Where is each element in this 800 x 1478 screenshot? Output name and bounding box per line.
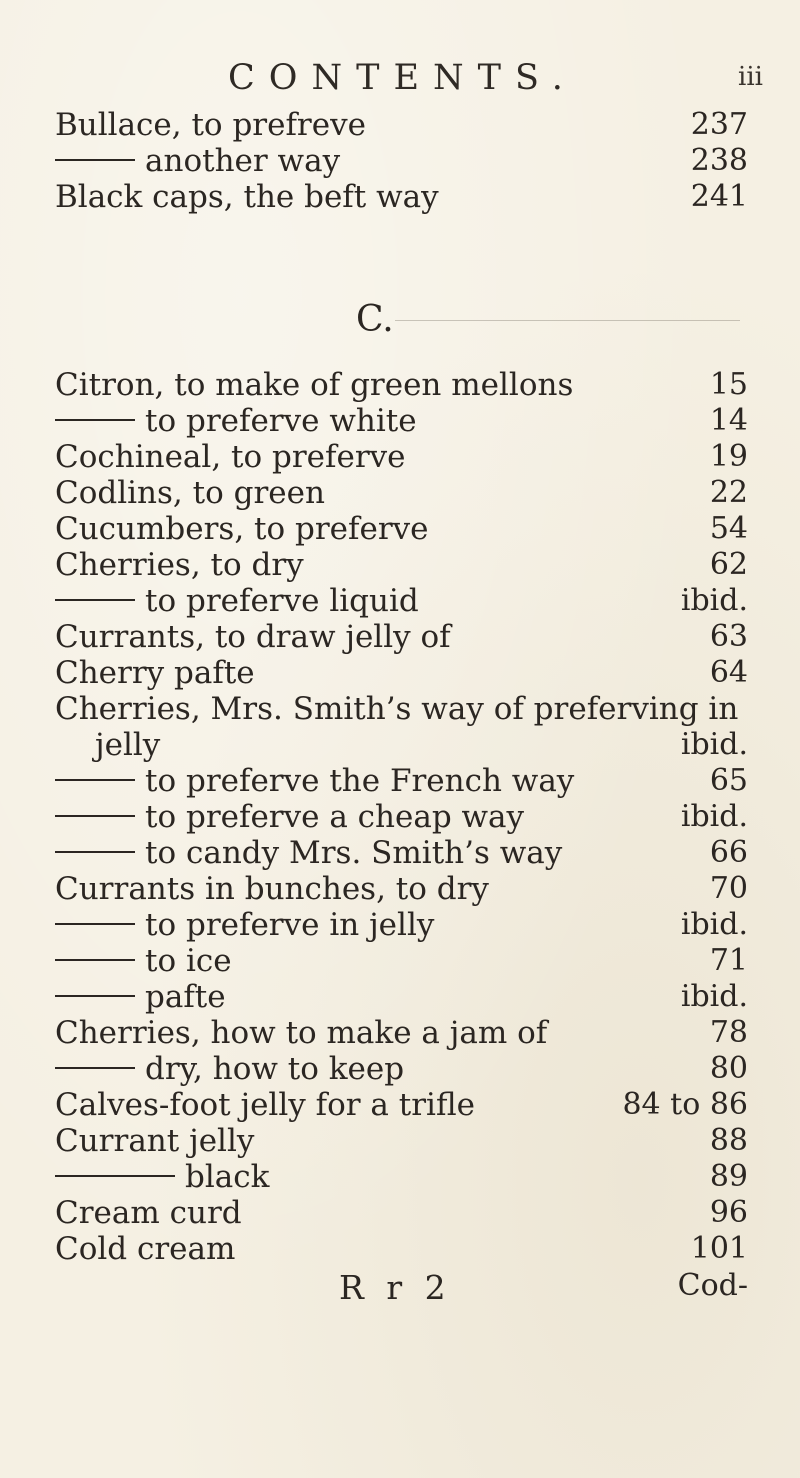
entry-text: Cream curd [55, 1195, 242, 1231]
entry-text: to preferve the French way [145, 763, 575, 799]
toc-entry [55, 944, 232, 978]
entry-page: 89 [709, 1159, 748, 1194]
faint-rule [395, 320, 740, 321]
toc-entry [55, 1232, 235, 1266]
toc-entry [55, 620, 451, 654]
entry-page: 66 [709, 835, 748, 870]
toc-entry [55, 512, 429, 546]
ditto-dash [55, 959, 135, 961]
entry-text: Cold cream [55, 1231, 236, 1267]
toc-entry [55, 548, 304, 582]
entry-page: 241 [690, 179, 748, 214]
entry-text: pafte [145, 979, 226, 1015]
entry-page: 64 [709, 655, 748, 690]
catchword: Cod- [677, 1268, 748, 1303]
entry-text: to preferve a cheap way [145, 799, 525, 835]
page-number: iii [738, 62, 763, 92]
entry-text: Cochineal, to preferve [55, 439, 406, 475]
toc-entry [55, 368, 573, 402]
entry-text: Cherries, Mrs. Smith’s way of preferving in [55, 691, 739, 727]
entry-page: 78 [709, 1015, 748, 1050]
ditto-dash [55, 1067, 135, 1069]
entry-page: 70 [709, 871, 748, 906]
entry-page: 62 [709, 547, 748, 582]
entry-text: to preferve liquid [145, 583, 419, 619]
toc-entry [55, 476, 325, 510]
ditto-dash [55, 815, 135, 817]
entry-text: Cherries, how to make a jam of [55, 1015, 548, 1051]
toc-entry [55, 440, 406, 474]
ditto-dash [55, 159, 135, 161]
toc-entry [55, 144, 340, 178]
ditto-dash [55, 851, 135, 853]
entry-page: ibid. [680, 583, 748, 618]
entry-page: 22 [709, 475, 748, 510]
toc-entry [55, 1088, 475, 1122]
entry-page: 15 [709, 367, 748, 402]
entry-text: Citron, to make of green mellons [55, 367, 574, 403]
ditto-dash [55, 599, 135, 601]
entry-text: dry, how to keep [145, 1051, 405, 1087]
toc-entry [55, 980, 226, 1014]
ditto-dash [55, 995, 135, 997]
entry-page: 71 [709, 943, 748, 978]
entry-text: Currants in bunches, to dry [55, 871, 489, 907]
toc-entry [55, 800, 524, 834]
entry-page: 101 [690, 1231, 748, 1266]
entry-text: black [185, 1159, 270, 1195]
entry-text: to candy Mrs. Smith’s way [145, 835, 563, 871]
entry-text: to preferve white [145, 403, 417, 439]
entry-page: ibid. [680, 979, 748, 1014]
ditto-dash [55, 779, 135, 781]
page-header-title: CONTENTS. [228, 58, 577, 98]
ditto-dash [55, 1175, 175, 1177]
entry-page: 65 [709, 763, 748, 798]
toc-entry [55, 1016, 547, 1050]
entry-page: ibid. [680, 907, 748, 942]
toc-entry [55, 908, 434, 942]
entry-text: to preferve in jelly [145, 907, 435, 943]
ditto-dash [55, 419, 135, 421]
entry-text: Cherry pafte [55, 655, 255, 691]
toc-entry-continuation [95, 728, 160, 762]
toc-entry [55, 108, 366, 142]
entry-page: ibid. [680, 727, 748, 762]
toc-entry [55, 584, 419, 618]
entry-page: ibid. [680, 799, 748, 834]
toc-entry [55, 180, 439, 214]
toc-entry [55, 836, 562, 870]
entry-page: 54 [709, 511, 748, 546]
entry-page: 88 [709, 1123, 748, 1158]
toc-entry [55, 656, 255, 690]
toc-entry [55, 404, 417, 438]
toc-entry [55, 1052, 404, 1086]
entry-text: Black caps, the beft way [55, 179, 439, 215]
entry-text: Cucumbers, to preferve [55, 511, 429, 547]
entry-page: 237 [690, 107, 748, 142]
entry-page: 238 [690, 143, 748, 178]
entry-text: to ice [145, 943, 232, 979]
toc-entry [55, 1160, 269, 1194]
toc-entry [55, 1196, 242, 1230]
entry-page: 84 to 86 [622, 1087, 748, 1122]
entry-page: 80 [709, 1051, 748, 1086]
entry-page: 14 [709, 403, 748, 438]
entry-text: Bullace, to prefreve [55, 107, 366, 143]
entry-text: Currants, to draw jelly of [55, 619, 451, 655]
ditto-dash [55, 923, 135, 925]
toc-entry [55, 1124, 254, 1158]
entry-page: 19 [709, 439, 748, 474]
entry-text: Currant jelly [55, 1123, 255, 1159]
toc-entry [55, 764, 574, 798]
entry-page: 63 [709, 619, 748, 654]
toc-entry [55, 692, 738, 726]
toc-entry [55, 872, 489, 906]
entry-text: Cherries, to dry [55, 547, 304, 583]
section-heading: C. [356, 299, 394, 340]
entry-text: jelly [95, 727, 161, 763]
entry-page: 96 [709, 1195, 748, 1230]
entry-text: another way [145, 143, 341, 179]
entry-text: Codlins, to green [55, 475, 325, 511]
entry-text: Calves-foot jelly for a trifle [55, 1087, 475, 1123]
signature-mark: R r 2 [339, 1268, 452, 1307]
